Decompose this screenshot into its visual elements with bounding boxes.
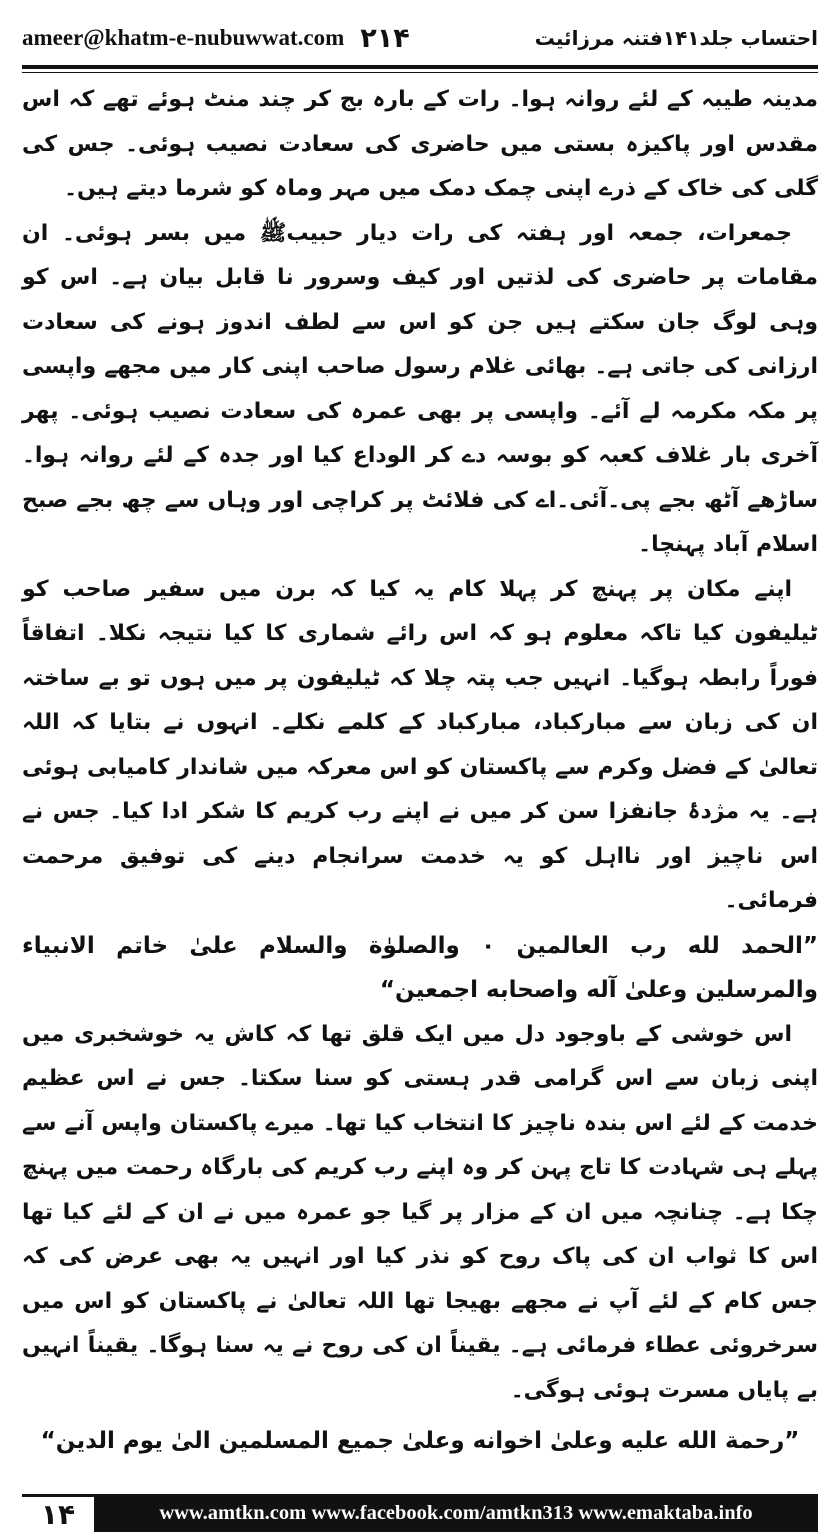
header-email[interactable]: ameer@khatm-e-nubuwwat.com xyxy=(22,25,345,50)
arabic-quote: ”الحمد لله رب العالمين ۰ والصلوٰة والسلام علىٰ خاتم الانبياء والمرسلين وعلىٰ آله واصحابه اجمعين“ xyxy=(22,932,818,1003)
paragraph: جمعرات، جمعہ اور ہفتہ کی رات دیار حبیبﷺ میں بسر ہوئی۔ ان مقامات پر حاضری کی لذتیں اور کیف وسرور نا قابل بیان ہے۔ اس کو وہی لوگ جان سکتے ہیں جن کو اس سے لطف اندوز ہونے کی سعادت ارزانی کی جاتی ہے۔ بھائی غلام رسول صاحب اپنی کار میں مجھے واپسی پر مکہ مکرمہ لے آئے۔ واپسی پر بھی عمرہ کی سعادت نصیب ہوئی۔ پھر آخری بار غلاف کعبہ کو بوسہ دے کر الوداع کیا اور جدہ کے لئے روانہ ہوا۔ ساڑھے آٹھ بجے پی۔آئی۔اے کی فلائٹ پر کراچی اور وہاں سے چھ بجے صبح اسلام آباد پہنچا۔ xyxy=(22,220,818,557)
page-body xyxy=(22,78,818,1464)
header-title: احتساب جلد۱۴۱فتنہ مرزائیت xyxy=(534,26,818,50)
arabic-quote-closing: ”رحمة الله عليه وعلىٰ اخوانه وعلىٰ جميع المسلمين الىٰ يوم الدين“ xyxy=(40,1428,800,1454)
page-header xyxy=(22,16,818,60)
footer-links[interactable]: www.amtkn.com www.facebook.com/amtkn313 www.emaktaba.info xyxy=(94,1494,818,1532)
header-rule xyxy=(22,65,818,69)
page-footer xyxy=(22,1494,818,1532)
header-page-number: ۲۱۴ xyxy=(360,22,410,54)
header-rule-thin xyxy=(22,72,818,73)
header-left xyxy=(22,23,410,54)
footer-page-number: ۱۴ xyxy=(22,1494,94,1532)
paragraph: اس خوشی کے باوجود دل میں ایک قلق تھا کہ کاش یہ خوشخبری میں اپنی زبان سے اس گرامی قدر ہستی کو سنا سکتا۔ جس نے اس عظیم خدمت کے لئے اس بندہ ناچیز کا انتخاب کیا تھا۔ میرے پاکستان واپس آنے سے پہلے ہی شہادت کا تاج پہن کر وہ اپنے رب کریم کی بارگاہ رحمت میں پہنچ چکا ہے۔ چنانچہ میں ان کے مزار پر گیا جو عمرہ میں نے ان کے لئے کیا تھا اس کا ثواب ان کی پاک روح کو نذر کیا اور انہیں یہ بھی عرض کی کہ جس کام کے لئے آپ نے مجھے بھیجا تھا اللہ تعالیٰ نے پاکستان کو اس میں سرخروئی عطاء فرمائی ہے۔ یقیناً ان کی روح نے یہ سنا ہوگا۔ یقیناً انہیں بے پایاں مسرت ہوئی ہوگی۔ xyxy=(22,1021,818,1403)
paragraph: مدینہ طیبہ کے لئے روانہ ہوا۔ رات کے بارہ بج کر چند منٹ ہوئے تھے کہ اس مقدس اور پاکیزہ بستی میں حاضری کی سعادت نصیب ہوئی۔ جس کی گلی کی خاک کے ذرے اپنی چمک دمک میں مہر وماہ کو شرما دیتے ہیں۔ xyxy=(22,87,818,201)
paragraph: اپنے مکان پر پہنچ کر پہلا کام یہ کیا کہ برن میں سفیر صاحب کو ٹیلیفون کیا تاکہ معلوم ہو کہ اس رائے شماری کا کیا نتیجہ نکلا۔ اتفاقاً فوراً رابطہ ہوگیا۔ انہیں جب پتہ چلا کہ ٹیلیفون پر میں ہوں تو بے ساختہ ان کی زبان سے مبارکباد، مبارکباد کے کلمے نکلے۔ انہوں نے بتایا کہ اللہ تعالیٰ کے فضل وکرم سے پاکستان کو اس معرکہ میں شاندار کامیابی ہوئی ہے۔ یہ مژدۂ جانفزا سن کر میں نے اپنے رب کریم کا شکر ادا کیا۔ جس نے اس ناچیز اور نااہل کو یہ خدمت سرانجام دینے کی توفیق مرحمت فرمائی۔ xyxy=(22,576,818,913)
